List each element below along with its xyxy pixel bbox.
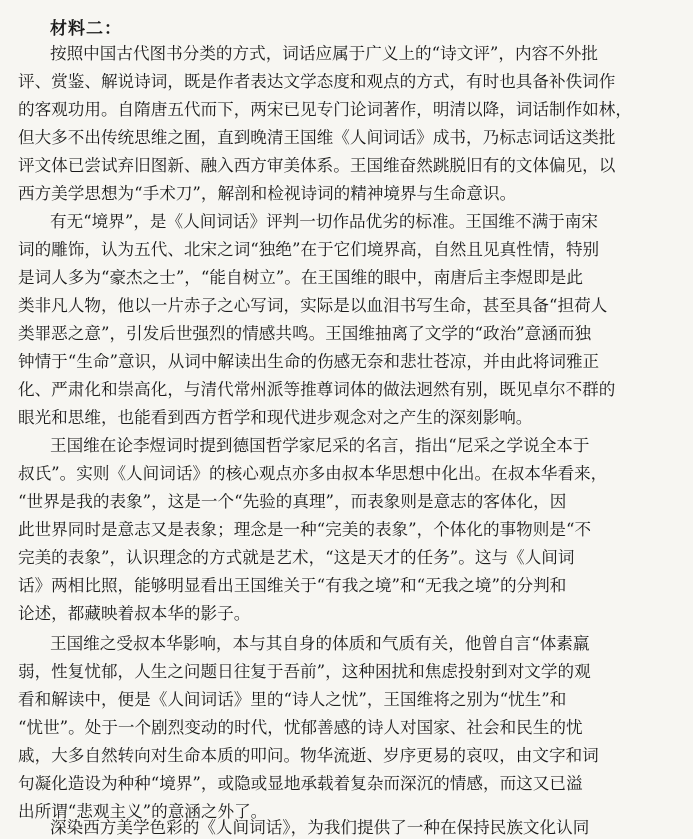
paragraph-4-line-7: 出所谓“悲观主义”的意涵之外了。 <box>18 802 268 821</box>
paragraph-2-line-6: 钟情于“生命”意识，从词中解读出生命的伤感无奈和悲壮苍凉，并由此将词雅正 <box>18 352 600 371</box>
paragraph-1-line-5: 评文体已尝试弃旧图新、融入西方审美体系。王国维奋然跳脱旧有的文体偏见，以 <box>18 156 616 175</box>
paragraph-2-line-3: 是词人多为“豪杰之士”，“能自树立”。在王国维的眼中，南唐后主李煜即是此 <box>18 268 583 287</box>
paragraph-2-line-7: 化、严肃化和崇高化，与清代常州派等推尊词体的做法迥然有别，既见卓尔不群的 <box>18 380 616 399</box>
paragraph-2-line-5: 类罪恶之意”，引发后世强烈的情感共鸣。王国维抽离了文学的“政治”意涵而独 <box>18 324 592 343</box>
paragraph-3-line-4: 此世界同时是意志又是表象；理念是一种“完美的表象”，个体化的事物则是“不 <box>18 520 592 539</box>
paragraph-3-line-6: 话》两相比照，能够明显看出王国维关于“有我之境”和“无我之境”的分判和 <box>18 576 567 595</box>
paragraph-4-line-5: 戚，大多自然转向对生命本质的叩问。物华流逝、岁序更易的哀叹，由文字和词 <box>18 746 599 765</box>
paragraph-1-line-3: 的客观功用。自隋唐五代而下，两宋已见专门论词著作，明清以降，词话制作如林， <box>18 100 632 119</box>
paragraph-3-line-7: 论述，都藏映着叔本华的影子。 <box>18 604 251 623</box>
paragraph-5-line-1: 深染西方美学色彩的《人间词话》，为我们提供了一种在保持民族文化认同 <box>50 818 590 837</box>
paragraph-3-line-3: “世界是我的表象”，这是一个“先验的真理”，而表象则是意志的客体化，因 <box>18 492 567 511</box>
paragraph-2-line-1: 有无“境界”，是《人间词话》评判一切作品优劣的标准。王国维不满于南宋 <box>50 212 598 231</box>
paragraph-3-line-5: 完美的表象”，认识理念的方式就是艺术，“这是天才的任务”。这与《人间词 <box>18 548 575 567</box>
paragraph-4-line-2: 弱，性复忧郁，人生之问题日往复于吾前”，这种困扰和焦虑投射到对文学的观 <box>18 662 591 681</box>
paragraph-3-line-1: 王国维在论李煜词时提到德国哲学家尼采的名言，指出“尼采之学说全本于 <box>50 436 590 455</box>
paragraph-4-line-1: 王国维之受叔本华影响，本与其自身的体质和气质有关，他曾自言“体素羸 <box>50 634 590 653</box>
section-heading: 材料二： <box>50 19 122 39</box>
paragraph-2-line-4: 类非凡人物，他以一片赤子之心写词，实际是以血泪书写生命，甚至具备“担荷人 <box>18 296 608 315</box>
paragraph-4-line-6: 句凝化造设为种种“境界”，或隐或显地承载着复杂而深沉的情感，而这又已溢 <box>18 774 583 793</box>
paragraph-1-line-1: 按照中国古代图书分类的方式，词话应属于广义上的“诗文评”，内容不外批 <box>50 44 598 63</box>
paragraph-4-line-3: 看和解读中，便是《人间词话》里的“诗人之忧”，王国维将之别为“忧生”和 <box>18 690 567 709</box>
paragraph-1-line-2: 评、赏鉴、解说诗词，既是作者表达文学态度和观点的方式，有时也具备补佚词作 <box>18 72 616 91</box>
paragraph-1-line-4: 但大多不出传统思维之囿，直到晚清王国维《人间词话》成书，乃标志词话这类批 <box>18 128 616 147</box>
paragraph-2-line-2: 词的雕饰，认为五代、北宋之词“独绝”在于它们境界高，自然且见真性情，特别 <box>18 240 600 259</box>
paragraph-1-line-6: 西方美学思想为“手术刀”，解剖和检视诗词的精神境界与生命意识。 <box>18 184 517 203</box>
paragraph-3-line-2: 叔氏”。实则《人间词话》的核心观点亦多由叔本华思想中化出。在叔本华看来， <box>18 464 608 483</box>
paragraph-2-line-8: 眼光和思维，也能看到西方哲学和现代进步观念对之产生的深刻影响。 <box>18 408 533 427</box>
paragraph-4-line-4: “忧世”。处于一个剧烈变动的时代，忧郁善感的诗人对国家、社会和民生的忧 <box>18 718 583 737</box>
